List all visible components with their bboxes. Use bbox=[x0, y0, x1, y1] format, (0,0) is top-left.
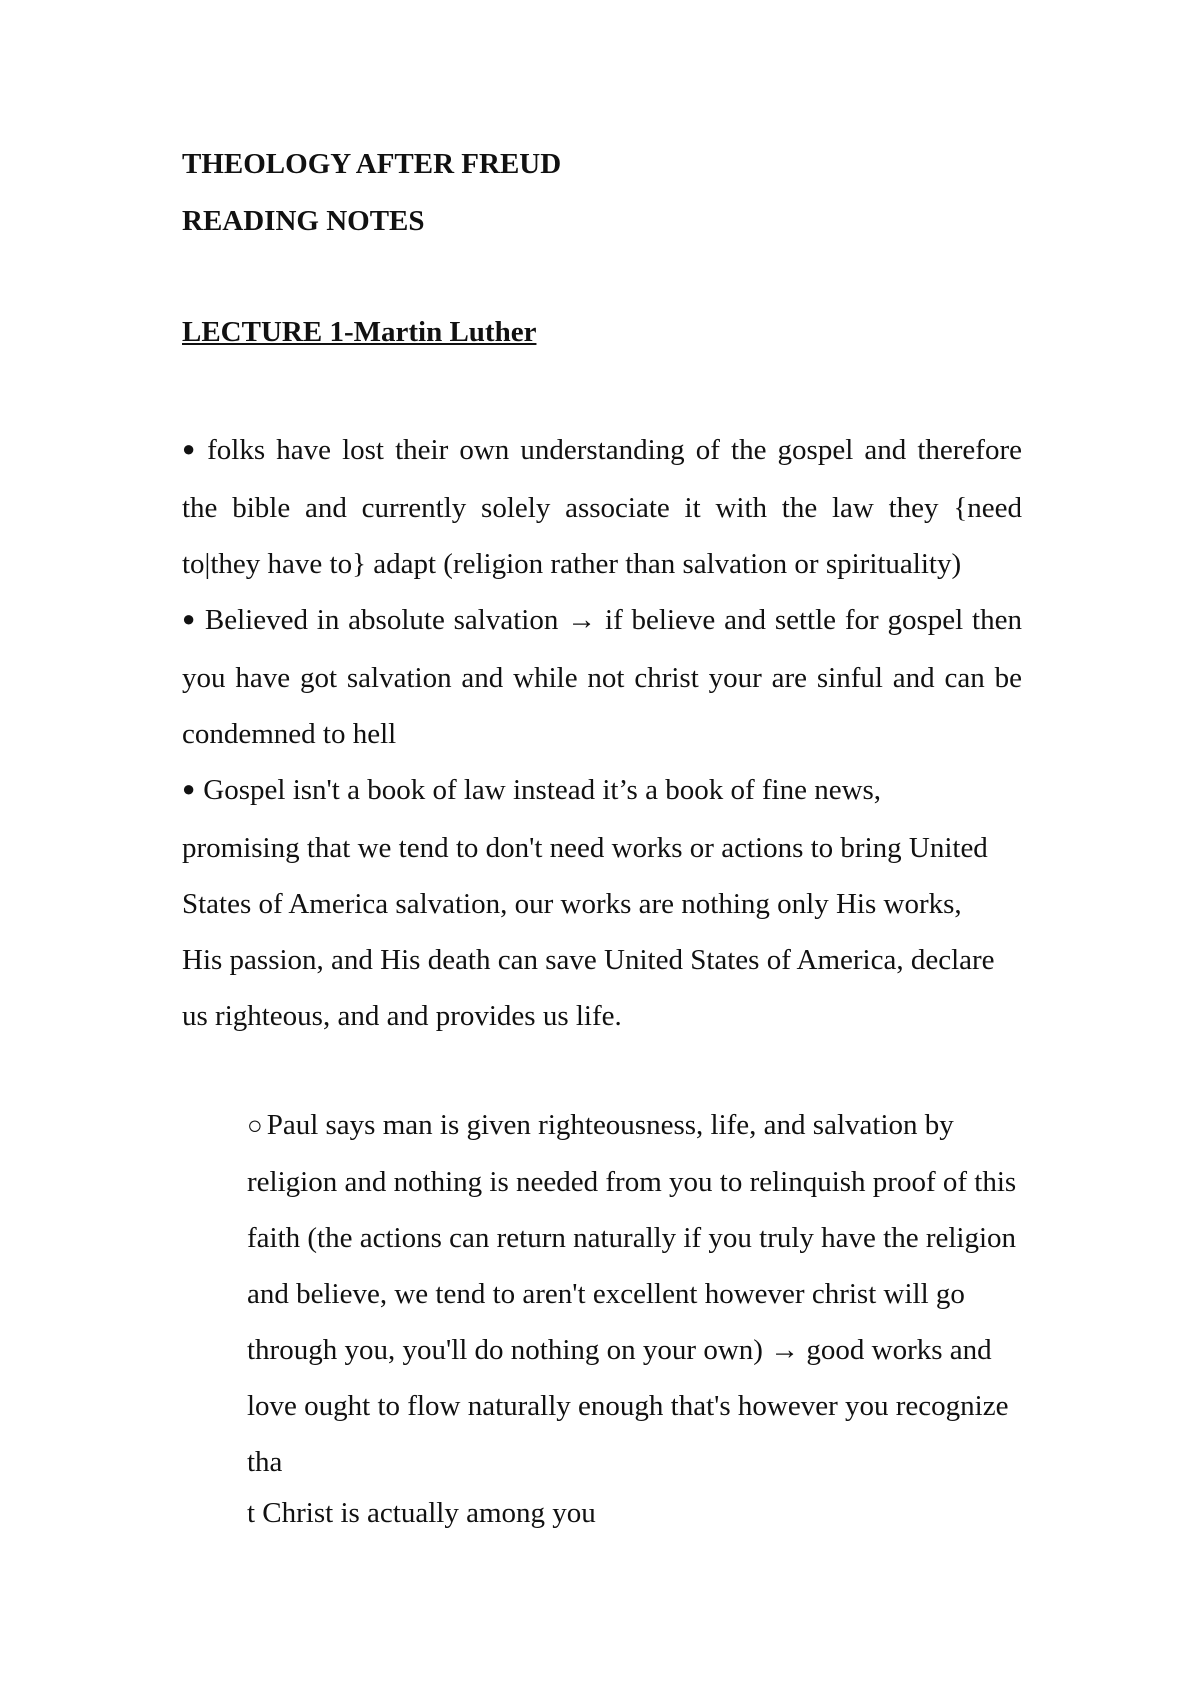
bullet-text: Gospel isn't a book of law instead it’s a book of fine news, promising that we tend to don't need works or actions to bring United States of America salvation, our works are nothing only His works, His passion, and His death can save United States of America, declare us righteous, and and provides us life. bbox=[182, 774, 995, 1032]
bullet-marker: ● bbox=[182, 776, 196, 801]
sub-bullet-text: Paul says man is given righteousness, life, and salvation by religion and nothing is needed from you to relinquish proof of this faith (the actions can return naturally if you truly have the religion and believe, we tend to aren't excellent however christ will go through you, you'll do nothing on your own) → good works and love ought to flow naturally enough that's however you recognize tha bbox=[247, 1109, 1017, 1478]
bullet-item bbox=[182, 762, 1002, 1044]
bullet-marker: ● bbox=[182, 436, 200, 461]
sub-bullet-tail: t Christ is actually among you bbox=[247, 1497, 596, 1529]
bullet-list bbox=[182, 422, 1022, 1044]
bullet-text: Believed in absolute salvation → if believe and settle for gospel then you have got salvation and while not christ your are sinful and can be condemned to hell bbox=[182, 604, 1022, 750]
bullet-text: folks have lost their own understanding of the gospel and therefore the bible and currently solely associate it with the law they {need to|they have to} adapt (religion rather than salvation or spirituality) bbox=[182, 434, 1022, 580]
bullet-item bbox=[182, 422, 1022, 592]
document-subtitle: READING NOTES bbox=[182, 205, 425, 237]
document-title: THEOLOGY AFTER FREUD bbox=[182, 148, 562, 180]
sub-bullet-marker: ○ bbox=[247, 1111, 263, 1140]
bullet-item bbox=[182, 592, 1022, 762]
bullet-marker: ● bbox=[182, 606, 197, 631]
sub-bullet bbox=[247, 1097, 1017, 1490]
lecture-heading: LECTURE 1-Martin Luther bbox=[182, 316, 537, 348]
